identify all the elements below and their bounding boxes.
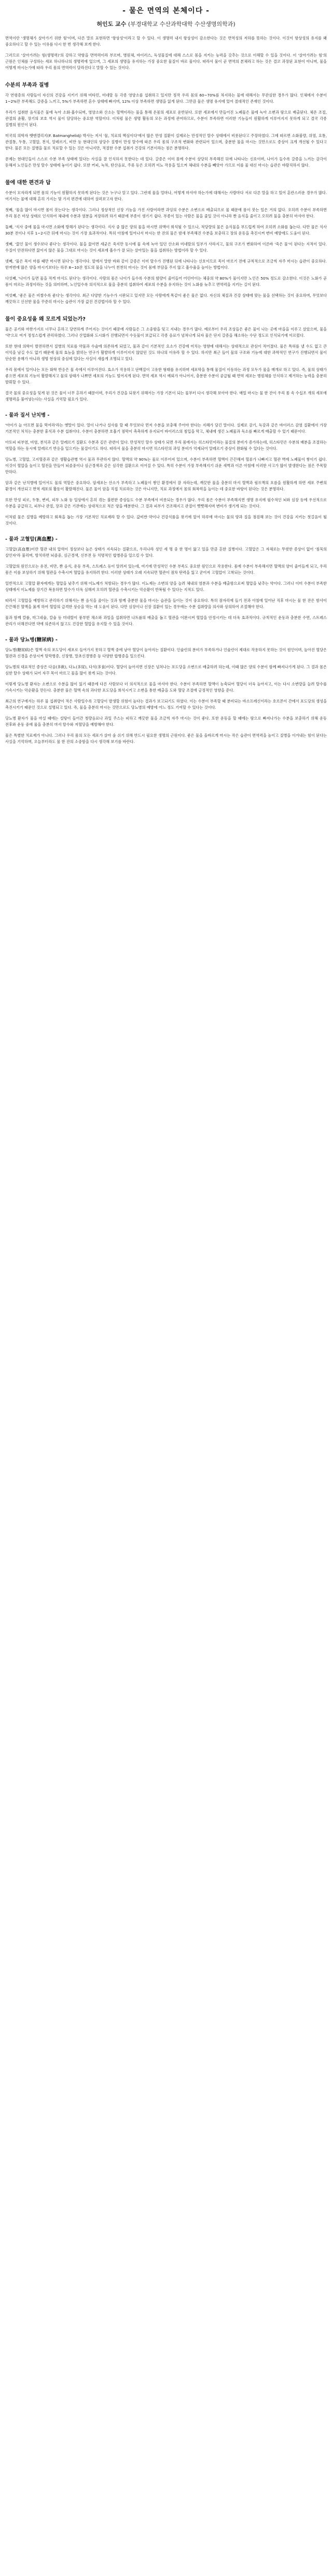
paragraph: 이처럼 물은 질병을 예방하고 회복을 돕는 가장 기본적인 치료제라 할 수 있다. 값비싼 약이나 건강식품을 찾기에 앞서 하루에 마시는 물의 양과 질을 점검해 보는 것이 건강을 지키는 첫걸음이 될 것이다. [5,515,327,526]
paragraph: 각 연령층의 사람들이 자신의 건강을 지키기 위해 비타민, 미네랄 등 각종 영양소를 섭취하고 있지만 정작 우리 몸의 60~70%를 차지하는 물에 대해서는 무관심한 경우가 많다. 인체에서 수분이 1~2%만 부족해도 갈증을 느끼고, 5%가 부족하면 혼수 상태에 빠지며, 12% 이상 부족하면 생명을 잃게 된다. 그만큼 물은 생명 유지에 있어 절대적인 존재인 것이다. [5,93,327,104]
subsection-heading: - 물과 당뇨병(糖尿病) - [5,637,58,643]
paragraph: 물은 공기와 마찬가지로 너무나 흔하고 당연하게 주어지는 것이기 때문에 사람들은 그 소중함을 잊고 지내는 경우가 많다. 예로부터 우리 조상들은 좋은 물이 나는 곳에 마을을 이루고 살았으며, 물을 '약'으로 여겨 정성스럽게 관리하였다. 그러나 산업화와 도시화가 진행되면서 수돗물이 보급되고 각종 음료가 넘쳐나게 되자 물은 단지 갈증을 해소하는 수단 정도로 인식되기에 이르렀다. [5,327,327,338]
author-line [5,20,327,28]
paragraph: 면역이란 '생명체가 살아가기 위한 힘'이며, 다른 말로 표현하면 '항상성'이라고 할 수 있다. 이 생명력 내지 항상성이 감소한다는 것은 면역성의 저하를 뜻하는 것이다. 이것이 항상성의 유지를 왜 중요하다고 할 수 있는 이유를 다시 한 번 생각해 보게 한다. [5,36,327,47]
section-heading: 물이 중요성을 왜 모르게 되었는가? [5,316,86,322]
paragraph: 넷째, '물은 목이 마를 때만 마시면 된다'는 생각이다. 앞에서 말한 바와 같이 갈증은 이미 탈수가 진행된 뒤에 나타나는 신호이므로 목이 마르기 전에 규칙적으로 조금씩 자주 마시는 습관이 중요하다. 한꺼번에 많은 양을 마시기보다는 하루 8~10잔 정도의 물을 나누어 천천히 마시는 것이 몸에 부담을 주지 않고 흡수율을 높이는 방법이다. [5,259,327,270]
paragraph: 결국 물의 중요성을 잊게 된 것은 물이 너무 흔하기 때문이며, 우리가 건강을 되찾기 위해서는 가장 기본이 되는 물부터 다시 생각해 보아야 한다. 매일 마시는 물 한 잔이 우리 몸 속 수십조 개의 세포에 생명력을 불어넣는다는 사실을 기억할 필요가 있다. [5,391,327,402]
paragraph: 미국의 의학자 뱃맨겔리지(F. Batmanghelidj) 박사는 저서 '물, 치료의 핵심이다'에서 많은 만성 질환이 실제로는 만성적인 탈수 상태에서 비롯된다고 주장하였다. 그에 따르면 소화불량, 위염, 요통, 관절통, 두통, 고혈압, 천식, 알레르기, 비만 등 현대인의 상당수 질병이 만성 탈수에 따른 우리 몸의 구조적 변화와 관련되어 있으며, 충분한 물을 마시는 것만으로도 증상이 크게 개선될 수 있다고 한다. 물론 모든 질병을 물로 치료할 수 있는 것은 아니지만, 적절한 수분 섭취가 건강의 기본이라는 점은 분명하다. [5,133,327,150]
paragraph: 우리가 섭취한 음식물은 물에 녹아 소화·흡수되며, 영양소와 산소는 혈액이라는 물을 통해 온몸의 세포로 운반된다. 또한 세포에서 만들어진 노폐물은 물에 녹아 소변과 땀으로 배출된다. 체온 조절, 관절의 윤활, 장기의 보호 역시 물이 담당하는 중요한 역할이다. 이처럼 물은 생명 활동의 모든 과정에 관여하므로, 수분이 부족하면 이러한 기능들이 원활하게 이루어지지 못하게 되고 결국 각종 질병의 원인이 된다. [5,110,327,127]
subsection-heading: - 물과 고혈압(高血壓) - [5,536,58,542]
paragraph: 당뇨병(糖尿病)은 혈액 속의 포도당이 세포로 들어가지 못하고 혈액 중에 남아 혈당이 높아지는 질환이다. 인슐린의 분비가 부족하거나 인슐린이 제대로 작용하지 못하는 것이 원인이며, 높아진 혈당은 혈관과 신경을 손상시켜 망막병증, 신장병, 말초신경병증 등 다양한 합병증을 일으킨다. [5,648,327,658]
paragraph: 일반적으로 고혈압 환자에게는 혈압을 낮추기 위해 이뇨제가 처방되는 경우가 많다. 이뇨제는 소변의 양을 늘려 체내의 염분과 수분을 배출함으로써 혈압을 낮추는 약이다. 그러나 이미 수분이 부족한 상태에서 이뇨제를 장기간 복용하면 탈수가 더욱 심해져 오히려 혈관을 수축시키는 악순환이 반복될 수 있다는 지적도 있다. [5,581,327,592]
paragraph: 물은 특별한 치료제가 아니다. 그러나 우리 몸의 모든 세포가 살아 숨 쉬기 위해 반드시 필요한 생명의 근원이다. 좋은 물을 올바르게 마시는 작은 습관이 면역력을 높이고 질병을 이겨내는 힘이 된다는 사실을 기억하며, 오늘부터라도 물 한 잔의 소중함을 다시 생각해 보기를 바란다. [5,733,327,744]
paragraph: 첫째, '물을 많이 마시면 몸이 붓는다'는 생각이다. 그러나 정상적인 신장 기능을 가진 사람이라면 과잉의 수분은 소변으로 배출되므로 물 때문에 몸이 붓는 일은 거의 없다. 오히려 수분이 부족하면 우리 몸은 비상 상태로 인식하여 체내에 수분과 염분을 저장하려 하기 때문에 부종이 생기기 쉽다. 부종이 있는 사람은 물을 줄일 것이 아니라 짠 음식을 줄이고 오히려 물을 충분히 마셔야 한다. [5,208,327,218]
paragraph: 암과 같은 난치병에 있어서도 물의 역할은 중요하다. 암세포는 산소가 부족하고 노폐물이 쌓인 환경에서 잘 자라는데, 깨끗한 물을 충분히 마셔 혈액과 림프액의 흐름을 원활하게 하면 세포 주변의 환경이 개선되고 면역 세포의 활동이 활발해진다. 물론 물이 암을 직접 치료하는 것은 아니지만, 치료 과정에서 몸의 회복력을 높이는 데 중요한 바탕이 된다는 것은 분명하다. [5,480,327,491]
article-body [5,35,327,745]
paragraph: 그러므로 '살아가려는 힘(생명력)'의 강하고 약함을 면역력이라 부르며, 병원체, 바이러스, 독성물질에 대해 스스로 몸을 지키는 능력을 갖추는 것으로 이해할 수 있을 것이다. 이 '살아가려는 힘'의 근원은 인체를 구성하는 세포 하나하나의 생명력에 있으며, 그 세포의 생명을 유지하는 가장 중요한 물질이 바로 물이다. 따라서 물이 곧 면역의 본체라고 하는 것은 결코 과장된 표현이 아니며, 물을 어떻게 마시는가에 따라 우리 몸의 면역력이 달라진다고 말할 수 있는 것이다. [5,53,327,70]
subsection-heading: - 물과 질서 난치병 - [5,412,50,418]
article-page [0,0,332,745]
paragraph: 문제는 현대인들이 스스로 수분 부족 상태에 있다는 사실을 잘 인식하지 못한다는 데 있다. 갈증은 이미 몸에 수분이 상당히 부족해진 뒤에 나타나는 신호이며, 나이가 들수록 갈증을 느끼는 감각이 둔해져 노인들은 만성 탈수 상태에 놓이기 쉽다. 또한 커피, 녹차, 탄산음료, 주류 등은 오히려 이뇨 작용을 일으켜 체내의 수분을 빼앗아 가므로 이를 물 대신 마시는 습관은 바람직하지 않다. [5,157,327,168]
paragraph: 이렇게 당뇨병 환자는 소변으로 수분을 많이 잃기 때문에 다른 사람보다 더 의식적으로 물을 마셔야 한다. 수분이 부족하면 혈액이 농축되어 혈당이 더욱 높아지고, 이는 다시 소변량을 늘려 탈수를 가속시키는 악순환을 만든다. 충분한 물은 혈액 속의 과다한 포도당을 희석시키고 소변을 통한 배출을 도와 혈당 조절에 긍정적인 영향을 준다. [5,682,327,693]
paragraph: 아토피 피부염, 비염, 천식과 같은 알레르기 질환도 수분과 깊은 관련이 있다. 만성적인 탈수 상태가 되면 우리 몸에서는 히스타민이라는 물질의 분비가 증가하는데, 히스타민은 수분의 배분을 조절하는 역할을 하는 동시에 알레르기 반응을 일으키는 물질이기도 하다. 따라서 물을 충분히 마시면 히스타민의 과잉 분비가 억제되어 알레르기 증상이 완화될 수 있다는 것이다. [5,440,327,451]
paragraph: 또한 현대 의학이 발전하면서 질병의 치료를 약물과 수술에 의존하게 되었고, 물과 같이 기본적인 요소가 건강에 미치는 영향에 대해서는 상대적으로 관심이 적어졌다. 물은 특허를 낼 수도 없고 큰 이익을 남길 수도 없기 때문에 물의 효능을 밝히는 연구가 활발하게 이루어지지 않았던 것도 하나의 이유라 할 수 있다. 하지만 최근 들어 물의 구조와 기능에 대한 과학적인 연구가 진행되면서 물이 단순한 용매가 아니라 생명 현상의 중심에 있다는 사실이 새롭게 조명되고 있다. [5,344,327,361]
section-heading: 물에 대한 편견과 답 [5,180,51,186]
paragraph: 셋째, '끓인 물이 생수보다 좋다'는 생각이다. 물을 끓이면 세균은 죽지만 동시에 물 속에 녹아 있던 산소와 미네랄의 일부가 사라지고, 물의 구조가 변화하여 이른바 '죽은 물'이 된다는 지적이 있다. 수질이 안전하다면 끓이지 않은 물을 그대로 마시는 것이 세포에 흡수가 잘 되는 살아있는 물을 섭취하는 방법이라 할 수 있다. [5,242,327,253]
paragraph: 둘째, '식사 중에 물을 마시면 소화에 방해가 된다'는 생각이다. 식사 중 많은 양의 물을 마시면 위액이 희석될 수 있으나, 적당량의 물은 음식물을 부드럽게 하여 오히려 소화를 돕는다. 다만 물은 식사 30분 전이나 식후 1~2시간 뒤에 마시는 것이 가장 효과적이다. 특히 아침에 일어나서 마시는 한 잔의 물은 밤새 부족해진 수분을 보충하고 장의 운동을 촉진시켜 변비 예방에도 도움이 된다. [5,225,327,236]
paragraph: 또한 만성 피로, 두통, 변비, 피부 노화 등 일상에서 흔히 겪는 불편한 증상들도 수분 부족에서 비롯되는 경우가 많다. 우리 몸은 수분이 부족해지면 생명 유지에 필수적인 뇌와 심장 등에 우선적으로 수분을 공급하고, 피부나 관절, 장과 같은 기관에는 상대적으로 적은 양을 배분한다. 그 결과 피부가 건조해지고 관절이 뻣뻣해지며 변비가 생기게 되는 것이다. [5,498,327,508]
paragraph: 수분이 모자라게 되면 몸의 기능이 원활하지 못하게 된다는 것은 누구나 알고 있다. 그런데 물을 얼마나, 어떻게 마셔야 하는가에 대해서는 사람마다 서로 다른 말을 하고 있어 혼란스러운 경우가 많다. 여기서는 물에 대해 흔히 가지는 몇 가지 편견에 대하여 살펴보고자 한다. [5,190,327,201]
paragraph: 다섯째, '나이가 들면 물을 적게 마셔도 된다'는 생각이다. 사람의 몸은 나이가 들수록 수분의 함량이 줄어들어 어린아이는 체중의 약 80%가 물이지만 노인은 50% 정도로 감소한다. 이것은 노화가 곧 몸이 마르는 과정이라는 것을 의미하며, 노인일수록 의식적으로 물을 충분히 섭취하여 세포의 수분을 유지하는 것이 노화를 늦추고 면역력을 지키는 길이 된다. [5,276,327,287]
paragraph: 당뇨병 환자가 물을 마실 때에는 설탕이 들어간 청량음료나 과일 주스는 피하고 깨끗한 물을 조금씩 자주 마시는 것이 좋다. 또한 운동을 할 때에는 땀으로 빠져나가는 수분을 보충하기 위해 운동 전후와 운동 중에 물을 충분히 마셔 탈수와 저혈당을 예방해야 한다. [5,716,327,727]
paragraph: 우리 몸에서 일어나는 모든 화학 반응은 물 속에서 이루어진다. 효소가 작용하고 단백질이 고유한 형태를 유지하며 세포막을 통해 물질이 이동하는 과정 모두가 물을 매개로 하고 있다. 즉, 물의 상태가 좋으면 세포의 기능이 활발해지고 물의 상태가 나쁘면 세포의 기능도 떨어지게 된다. 면역 세포 역시 예외가 아니어서, 충분한 수분이 공급될 때 면역 세포는 병원체를 인식하고 제거하는 능력을 충분히 발휘할 수 있다. [5,367,327,384]
author-name: 허인도 교수 [96,21,127,27]
paragraph: 당뇨병의 대표적인 증상은 다음(多飮), 다뇨(多尿), 다식(多食)이다. 혈당이 높아지면 신장은 넘쳐나는 포도당을 소변으로 배출하려 하는데, 이때 많은 양의 수분이 함께 빠져나가게 된다. 그 결과 몸은 심한 탈수 상태가 되어 자꾸 목이 마르고 물을 많이 찾게 되는 것이다. [5,665,327,676]
paragraph: 당뇨병, 고혈압, 고지혈증과 같은 생활습관병 역시 물과 무관하지 않다. 혈액의 약 90%는 물로 이루어져 있으며, 수분이 부족하면 혈액이 끈끈해져 혈류가 나빠지고 혈관 벽에 노폐물이 쌓이기 쉽다. 이것이 혈압을 높이고 혈전을 만들어 뇌졸중이나 심근경색과 같은 심각한 질환으로 이어질 수 있다. 특히 수분이 가장 부족해지기 쉬운 새벽과 이른 아침에 이러한 사고가 많이 발생한다는 점은 주목할 만하다. [5,457,327,474]
paragraph: 고혈압(高血壓)이란 혈관 내의 압력이 정상보다 높은 상태가 지속되는 질환으로, 우리나라 성인 세 명 중 한 명이 앓고 있을 만큼 흔한 질병이다. 고혈압은 그 자체로는 뚜렷한 증상이 없어 '침묵의 살인자'라 불리며, 방치하면 뇌졸중, 심근경색, 신부전 등 치명적인 합병증을 일으킬 수 있다. [5,547,327,558]
author-affiliation: (부경대학교 수산과학대학 수산생명의학과) [128,21,236,27]
paragraph: 고혈압의 원인으로는 유전, 비만, 짠 음식, 운동 부족, 스트레스 등이 알려져 있는데, 여기에 만성적인 수분 부족도 중요한 원인으로 작용한다. 몸에 수분이 부족해지면 혈액의 양이 줄어들게 되고, 우리 몸은 이를 보상하기 위해 혈관을 수축시켜 혈압을 유지하려 한다. 이러한 상태가 오래 지속되면 혈관이 점차 탄력을 잃고 굳어져 고혈압이 고착되는 것이다. [5,564,327,575]
section-heading: 수분의 부족과 질병 [5,82,49,88]
article-title: - 물은 면역의 본체이다 - [122,7,210,15]
paragraph: '아이가 늘 아프면 물을 먹여라'라는 옛말이 있다. 열이 나거나 설사를 할 때 무엇보다 먼저 수분을 보충해 주어야 한다는 지혜가 담긴 말이다. 실제로 감기, 독감과 같은 바이러스 감염 질환에서 가장 기본적인 처치는 충분한 휴식과 수분 섭취이다. 수분이 충분하면 호흡기 점막이 촉촉하게 유지되어 바이러스의 침입을 막고, 체내에 생긴 노폐물과 독소를 빠르게 배출할 수 있기 때문이다. [5,423,327,434]
paragraph: 여섯째, '좋은 물은 비쌀수록 좋다'는 생각이다. 최근 다양한 기능수가 시판되고 있지만 모든 사람에게 똑같이 좋은 물은 없다. 자신의 체질과 건강 상태에 맞는 물을 선택하는 것이 중요하며, 무엇보다 깨끗하고 신선한 물을 꾸준히 마시는 습관이 가장 값진 건강법이라 할 수 있다. [5,293,327,304]
paragraph: 물과 함께 칼륨, 마그네슘, 칼슘 등 미네랄이 풍부한 채소와 과일을 섭취하면 나트륨의 배출을 돕고 혈관을 이완시켜 혈압을 안정시키는 데 더욱 효과적이다. 규칙적인 운동과 충분한 수면, 스트레스 관리가 더해진다면 약에 의존하지 않고도 건강한 혈압을 유지할 수 있을 것이다. [5,615,327,626]
paragraph: 따라서 고혈압을 예방하고 관리하기 위해서는 짠 음식을 줄이는 것과 함께 충분한 물을 마시는 습관을 들이는 것이 중요하다. 특히 잠자리에 들기 전과 아침에 일어난 직후 마시는 물 한 잔은 밤사이 끈끈해진 혈액을 묽게 하여 혈압의 급격한 상승을 막는 데 도움이 된다. 다만 심장이나 신장 질환이 있는 경우에는 수분 섭취량을 의사와 상의하여 조절해야 한다. [5,598,327,609]
paragraph: 최근의 연구에서는 하루 물 섭취량이 적은 사람일수록 고혈당이 발생할 위험이 높다는 결과가 보고되기도 하였다. 이는 수분이 부족할 때 분비되는 바소프레신이라는 호르몬이 간에서 포도당의 생성을 촉진시키기 때문인 것으로 설명되고 있다. 즉, 물을 충분히 마시는 것만으로도 당뇨병의 예방에 어느 정도 기여할 수 있다는 것이다. [5,699,327,710]
